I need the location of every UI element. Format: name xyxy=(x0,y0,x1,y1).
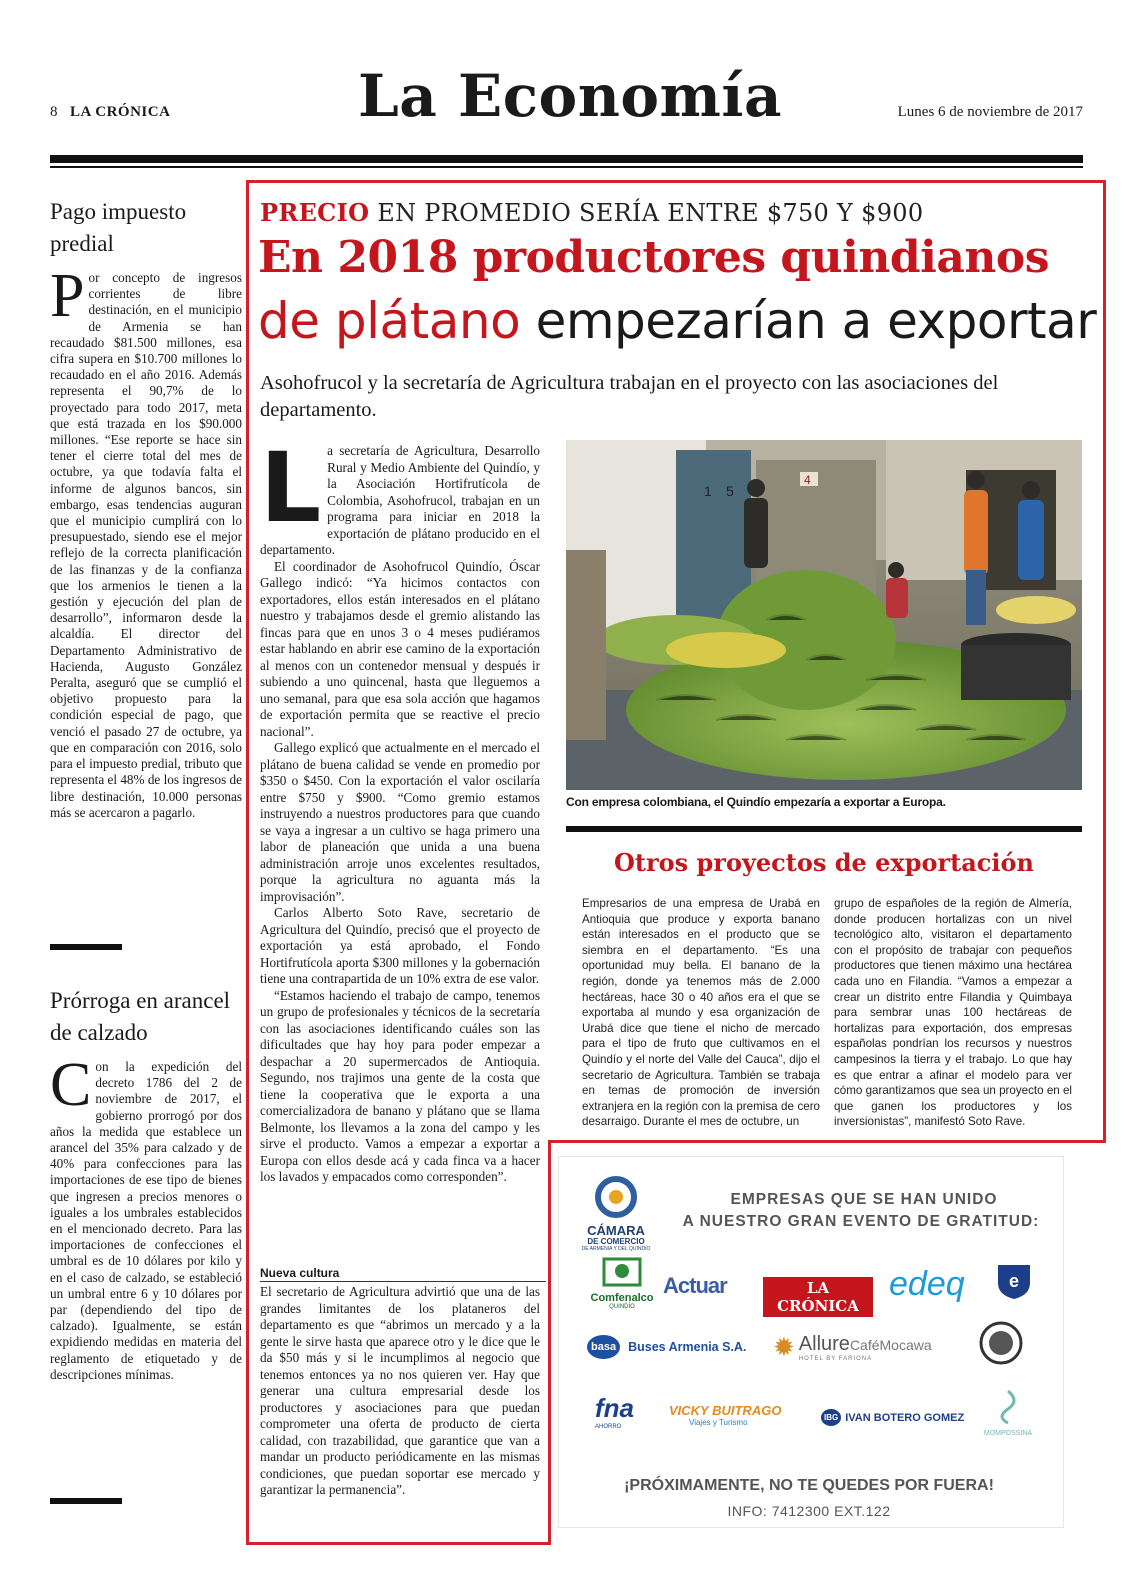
plantain-market-illustration xyxy=(566,440,1082,790)
highlight-frame xyxy=(246,1542,551,1545)
ad-info: INFO: 7412300 EXT.122 xyxy=(727,1503,891,1519)
box-column-1: Empresarios de una empresa de Urabá en Antioquia que produce y exporta banano están interesados en el producto que se siembra en el departamento. “Es una oportunidad muy bella. El banano de la región, donde ya tenemos más de 2.000 hectáreas, hace 30 o 40 años era el que se exportaba al mundo y esa organización de Urabá dice que tiene el nicho de mercado para el tipo de fruto que cultivamos en el Quindío y el norte del Valle del Cauca”, dijo el secretario de Agricultura. También se trabaja en temas de promoción de inversión extranjera en la región con la premisa de cero desarraigo. Durante el mes de octubre, un xyxy=(582,897,820,1129)
article-body-continued xyxy=(260,1284,540,1499)
headline-line2: de plátano empezarían a exportar xyxy=(258,292,1097,350)
edeq-logo: edeq xyxy=(889,1265,965,1303)
university-logo xyxy=(989,1261,1039,1306)
advertisement xyxy=(558,1156,1064,1528)
box-column-2: grupo de españoles de la región de Almería, donde producen hortalizas con un nivel tecnológico alto, visitaron el departamento con el propósito de trabajar con pequeños productores que tienen máximo una hectárea cada uno en Filandia. “Vamos a empezar a crear un distrito entre Filandia y Quimbaya para sembrar unas 100 hectáreas de hortalizas para exportación, dos empresas españolas pondrían los recursos y nuestros campesinos la tierra y el trabajo. Lo que hay es que entrar a afinar el modelo para ver cómo garantizamos que sea un proyecto en el que ganen los productores y los inversionistas”, manifestó Soto Rave. xyxy=(834,897,1072,1129)
dropcap: P xyxy=(50,262,85,330)
sidebar-story-calzado xyxy=(50,985,242,1383)
sun-icon: ✹ xyxy=(773,1332,795,1362)
photo-caption: Con empresa colombiana, el Quindío empezaría a exportar a Europa. xyxy=(566,795,946,809)
paragraph: Gallego explicó que actualmente en el mercado el plátano de buena calidad se vende en promedio por $350 o $450. Con la exportación el valor oscilaría entre $750 y $900. “Como gremio estamos instruyendo a nuestros productores para que cuando se vaya a ingresar a un cultivo se haga primero una labor de planeación que unida a una buena administración arroje unos excelentes resultados, porque la agricultura no aguanta más la improvisación”. xyxy=(260,740,540,904)
highlight-frame xyxy=(246,180,249,1545)
highlight-frame xyxy=(246,180,1106,183)
paragraph: El secretario de Agricultura advirtió que una de las grandes limitantes de los plataneros del departamento es que “abrimos un mercado y a la gente le sirve hasta que aparece otro y le dice que le da $50 más y si le incumplimos al negocio que tenemos entonces ya no nos quieren ver. Hay que generar una cultura empresarial desde los productores y asociaciones para que puedan comprometer una oferta de producto de cierta calidad, con trazabilidad, que garantice que van a mandar un producto periódicamente en las mismas condiciones, que puedan soportar ese mercado y garantizar la permanencia”. xyxy=(260,1284,540,1497)
mompossina-logo: MOMPOSSINA xyxy=(973,1389,1043,1437)
highlight-frame xyxy=(548,1140,1106,1143)
section-title: La Economía xyxy=(357,62,783,130)
sidebar-story-body: or concepto de ingresos corrientes de libre destinación, en el municipio de Armenia se han recaudado $81.500 millones, esa cifra supera en $10.700 millones lo recaudado en el año 2016. Además representa el 90,7% de lo proyectado para todo 2017, meta que está trazada en los $90.000 millones. “Ese reporte se hace sin tener el cierre total del mes de octubre, ya que todavía falta el informe de algunos bancos, sin embargo, esas tendencias auguran que el municipio cumplirá con lo presupuestado, siendo ese el mejor reflejo de la correcta planificación de las finanzas y de la confianza que los armenios le tienen a la gestión y ejecución del plan de desarrollo”, informaron desde la alcaldía. El director del Departamento Administrativo de Hacienda, Augusto González Peralta, aseguró que se cumplió el objetivo propuesto para la condición especial de pago, que venció el pasado 27 de octubre, ya que en comparación con 2016, solo para el impuesto predial, tributo que representa el 48% de los ingresos de libre destinación, 10.000 personas más se acercaron a pagarlo. xyxy=(50,270,242,820)
door-number: 4 xyxy=(804,473,811,487)
sidebar-divider xyxy=(50,1498,122,1504)
fna-logo: fna AHORRO xyxy=(595,1393,634,1430)
box-title: Otros proyectos de exportación xyxy=(614,848,1034,877)
sidebar-divider xyxy=(50,944,122,950)
sidebar-story-body: on la expedición del decreto 1786 del 2 de noviembre de 2017, el gobierno prorrogó por dos años la medida que establece un arancel del 35% para calzado y de 40% para confecciones para las importaciones de ese tipo de bienes que ingresen a precios menores o iguales a los umbrales establecidos en el mencionado decreto. Para las importaciones de confecciones el umbral es de 10 dólares por kilo y en el caso de calzado, se estableció un umbral entre 6 y 10 dólares por par (dependiendo del tipo de calzado). Igualmente, se están expidiendo medidas en materia del reglamento de etiquetado y de descripciones mínimas. xyxy=(50,1059,242,1382)
university-shield-icon xyxy=(994,1261,1034,1301)
ad-footer: ¡PRÓXIMAMENTE, NO TE QUEDES POR FUERA! xyxy=(624,1477,994,1494)
header-rule-thin xyxy=(50,166,1083,168)
headline-line1: En 2018 productores quindianos xyxy=(258,232,1049,283)
article-deck: Asohofrucol y la secretaría de Agricultura trabajan en el proyecto con las asociaciones del departamento. xyxy=(260,372,999,421)
ad-title-line2: A NUESTRO GRAN EVENTO DE GRATITUD: xyxy=(682,1213,1040,1230)
article-kicker: PRECIO EN PROMEDIO SERÍA ENTRE $750 Y $900 xyxy=(260,198,924,227)
door-number: 1 xyxy=(704,483,712,499)
actuar-logo: Actuar xyxy=(663,1273,727,1298)
lacronica-logo: LA CRÓNICA xyxy=(763,1277,873,1317)
allure-logo: ✹ AllureCaféMocawa HOTEL BY FARIONA xyxy=(773,1332,932,1362)
article-body xyxy=(260,432,540,1263)
ivan-botero-gomez-logo: IBG IVAN BOTERO GOMEZ xyxy=(821,1409,971,1426)
page-number: 8 xyxy=(50,104,58,120)
door-number: 5 xyxy=(726,483,734,499)
paragraph: “Estamos haciendo el trabajo de campo, tenemos un grupo de profesionales y técnicos de la secretaría con las asociaciones identificando cuáles son las dificultades que hay hoy para poder empezar a despachar a 20 supermercados de Antioquia. Segundo, nos trajimos una gente de la costa que tiene la cooperativa que le exporta a una comercializadora de banano y plátano que se llama Belmonte, los llevamos a la zona del campo y les sirve el producto. Vamos a empezar a exportar a Europa con ellos desde acá y cada finca va a hacer los lavados y empacados como corresponden”. xyxy=(260,987,540,1184)
mompossina-icon xyxy=(993,1389,1023,1425)
box-rule xyxy=(566,826,1082,832)
round-seal-logo xyxy=(979,1321,1029,1370)
ad-title-line1: EMPRESAS QUE SE HAN UNIDO xyxy=(730,1191,998,1208)
subhead: Nueva cultura xyxy=(260,1266,546,1282)
chamber-logo: CÁMARA DE COMERCIO DE ARMENIA Y DEL QUINDÍO xyxy=(573,1175,659,1252)
sidebar-story-predial xyxy=(50,196,242,821)
publication-date: Lunes 6 de noviembre de 2017 xyxy=(897,104,1083,120)
svg-text:e: e xyxy=(1008,1271,1020,1291)
article-photo xyxy=(566,440,1082,790)
buses-armenia-logo: basa Buses Armenia S.A. xyxy=(587,1335,767,1359)
sidebar-story-title: Pago impuesto predial xyxy=(50,199,187,256)
dropcap: L xyxy=(260,432,322,544)
chamber-emblem-icon xyxy=(591,1175,641,1219)
seal-icon xyxy=(979,1321,1023,1365)
paragraph: Carlos Alberto Soto Rave, secretario de Agricultura del Quindío, precisó que el proyecto de exportación ya está aprobado, el Fondo Hortifrutícola aporta $300 millones y la gobernación tiene una contrapartida de un 10% extra de ese valor. xyxy=(260,905,540,986)
highlight-frame xyxy=(548,1140,551,1545)
paragraph: El coordinador de Asohofrucol Quindío, Óscar Gallego indicó: “Ya hicimos contactos con exportadores, ellos están interesados en el plátano nuestro y trabajamos desde el gremio alistando las fincas para que en unos 3 o 4 meses pudiéramos estar hablando en abrir ese camino de la exportación al menos con un contenedor mensual y después ir subiendo a uno quincenal, hasta que lleguemos a uno semanal, para que esa sola acción que hagamos de exportación permita que se reactive el precio nacional”. xyxy=(260,558,540,739)
newspaper-name: LA CRÓNICA xyxy=(70,104,171,120)
dropcap: C xyxy=(50,1051,92,1119)
sidebar-story-title: Prórroga en arancel de calzado xyxy=(50,988,231,1045)
vicky-buitrago-logo: VICKY BUITRAGO Viajes y Turismo xyxy=(669,1403,782,1427)
header-rule xyxy=(50,155,1083,163)
paragraph: a secretaría de Agricultura, Desarrollo Rural y Medio Ambiente del Quindío, y la Asociación Hortifrutícola de Colombia, Asohofrucol, trabajan en un programa para iniciar en 2018 la exportación de plátano producido en el departamento. xyxy=(260,443,540,557)
comfenalco-logo: Comfenalco QUINDÍO xyxy=(587,1257,657,1310)
highlight-frame xyxy=(1103,180,1106,1143)
comfenalco-icon xyxy=(602,1257,642,1287)
